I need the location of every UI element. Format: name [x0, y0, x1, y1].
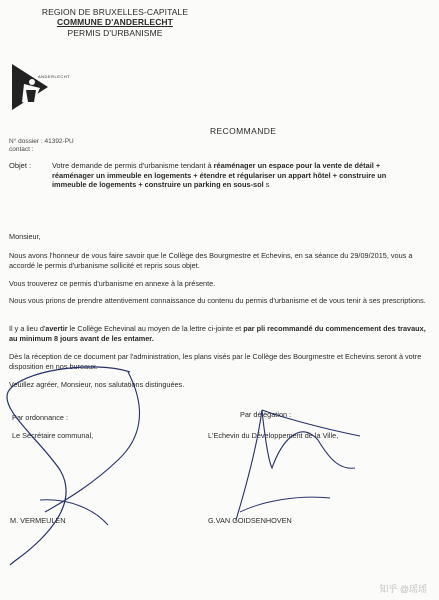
- p4-part-a: Il y a lieu d': [9, 324, 46, 333]
- objet-label: Objet :: [9, 161, 32, 170]
- paragraph-6: Veuillez agréer, Monsieur, nos salutations distinguées.: [9, 380, 185, 389]
- left-signatory-name: M. VERMEULEN: [10, 516, 66, 525]
- p4-part-d: par pli recommandé du commencement des travaux, au minimum 8 jours avant de les entamer.: [9, 324, 426, 343]
- objet-plain: Votre demande de permis d'urbanisme tendant à: [52, 161, 212, 170]
- right-signature-role1: Par délégation :: [240, 410, 292, 419]
- p4-part-c: le Collège Echevinal au moyen de la lettre ci-jointe et: [67, 324, 244, 333]
- header-region: REGION DE BRUXELLES-CAPITALE: [41, 7, 189, 17]
- contact-label: contact :: [9, 146, 34, 153]
- paragraph-1: Nous avons l'honneur de vous faire savoir que le Collège des Bourgmestre et Echevins, en sa séance du 29/09/2015, vous a accordé le permis d'urbanisme sollicité et repris sous objet.: [9, 251, 413, 270]
- dossier-number: N° dossier : 41392-PU: [9, 138, 74, 145]
- right-signature-role2: L'Echevin du Développement de la Ville,: [208, 431, 339, 440]
- paragraph-5: Dès la réception de ce document par l'administration, les plans visés par le Collège des Bourgmestre et Echevins seront à votre disposition en nos bureaux.: [9, 352, 422, 371]
- left-signature-role2: Le Secrétaire communal,: [12, 431, 94, 440]
- p4-part-b: avertir: [45, 324, 68, 333]
- paragraph-3: Nous vous prions de prendre attentivement connaissance du contenu du permis d'urbanisme et de vous tenir à ses prescriptions.: [9, 296, 426, 305]
- objet-bold: réaménager un espace pour la vente de détail + réaménager un immeuble en logements + étendre et régulariser un appart hôtel + construire un immeuble de logements + construire un parking en sous-sol: [52, 161, 387, 189]
- document-title: RECOMMANDE: [210, 126, 277, 136]
- right-signatory-name: G.VAN GOIDSENHOVEN: [208, 516, 292, 525]
- header-commune: COMMUNE D'ANDERLECHT: [57, 17, 173, 27]
- watermark: 知乎 @瑶瑶: [379, 584, 427, 594]
- salutation: Monsieur,: [9, 232, 41, 241]
- logo-text: ANDERLECHT: [38, 74, 71, 79]
- paragraph-2: Vous trouverez ce permis d'urbanisme en annexe à la présente.: [9, 279, 216, 288]
- left-signature-role1: Par ordonnance :: [12, 413, 68, 422]
- header-permit: PERMIS D'URBANISME: [67, 28, 163, 38]
- objet-suffix: s: [265, 180, 270, 189]
